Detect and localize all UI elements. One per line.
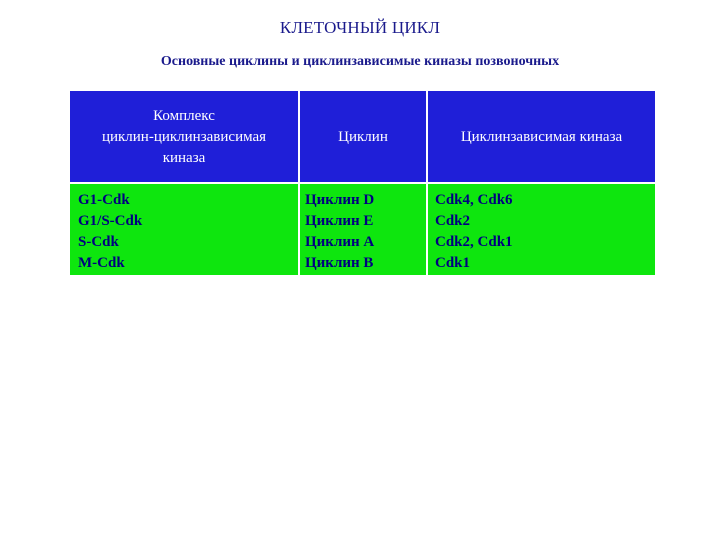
body-cell-cyclin	[300, 183, 426, 275]
header-line: Комплекс	[153, 107, 215, 124]
cdk-value: Cdk2	[435, 213, 471, 229]
complex-value: G1-Cdk	[78, 192, 130, 208]
header-line: циклин-циклинзависимая	[101, 128, 267, 145]
cdk-value: Cdk4, Cdk6	[435, 192, 513, 208]
cyclin-table	[70, 91, 655, 275]
header-cell-complex	[70, 91, 298, 183]
page-subtitle: Основные циклины и циклинзависимые киназы позвоночных	[160, 54, 560, 69]
header-cell-cdk	[428, 91, 655, 183]
row-divider	[70, 182, 655, 184]
complex-value: M-Cdk	[78, 255, 125, 271]
cdk-value: Cdk1	[435, 255, 471, 271]
complex-value: G1/S-Cdk	[78, 213, 143, 229]
cyclin-value: Циклин D	[305, 192, 375, 208]
page-title: КЛЕТОЧНЫЙ ЦИКЛ	[279, 18, 441, 37]
header-line: Циклин	[338, 128, 388, 145]
body-cell-complex	[70, 183, 298, 275]
cdk-value: Cdk2, Cdk1	[435, 234, 513, 250]
header-line: киназа	[162, 149, 206, 166]
header-line: Циклинзависимая киназа	[460, 128, 623, 145]
body-cell-cdk	[428, 183, 655, 275]
cyclin-value: Циклин E	[305, 213, 374, 229]
complex-value: S-Cdk	[78, 234, 119, 250]
cyclin-value: Циклин A	[305, 234, 375, 250]
header-cell-cyclin	[300, 91, 426, 183]
cyclin-value: Циклин B	[305, 255, 374, 271]
